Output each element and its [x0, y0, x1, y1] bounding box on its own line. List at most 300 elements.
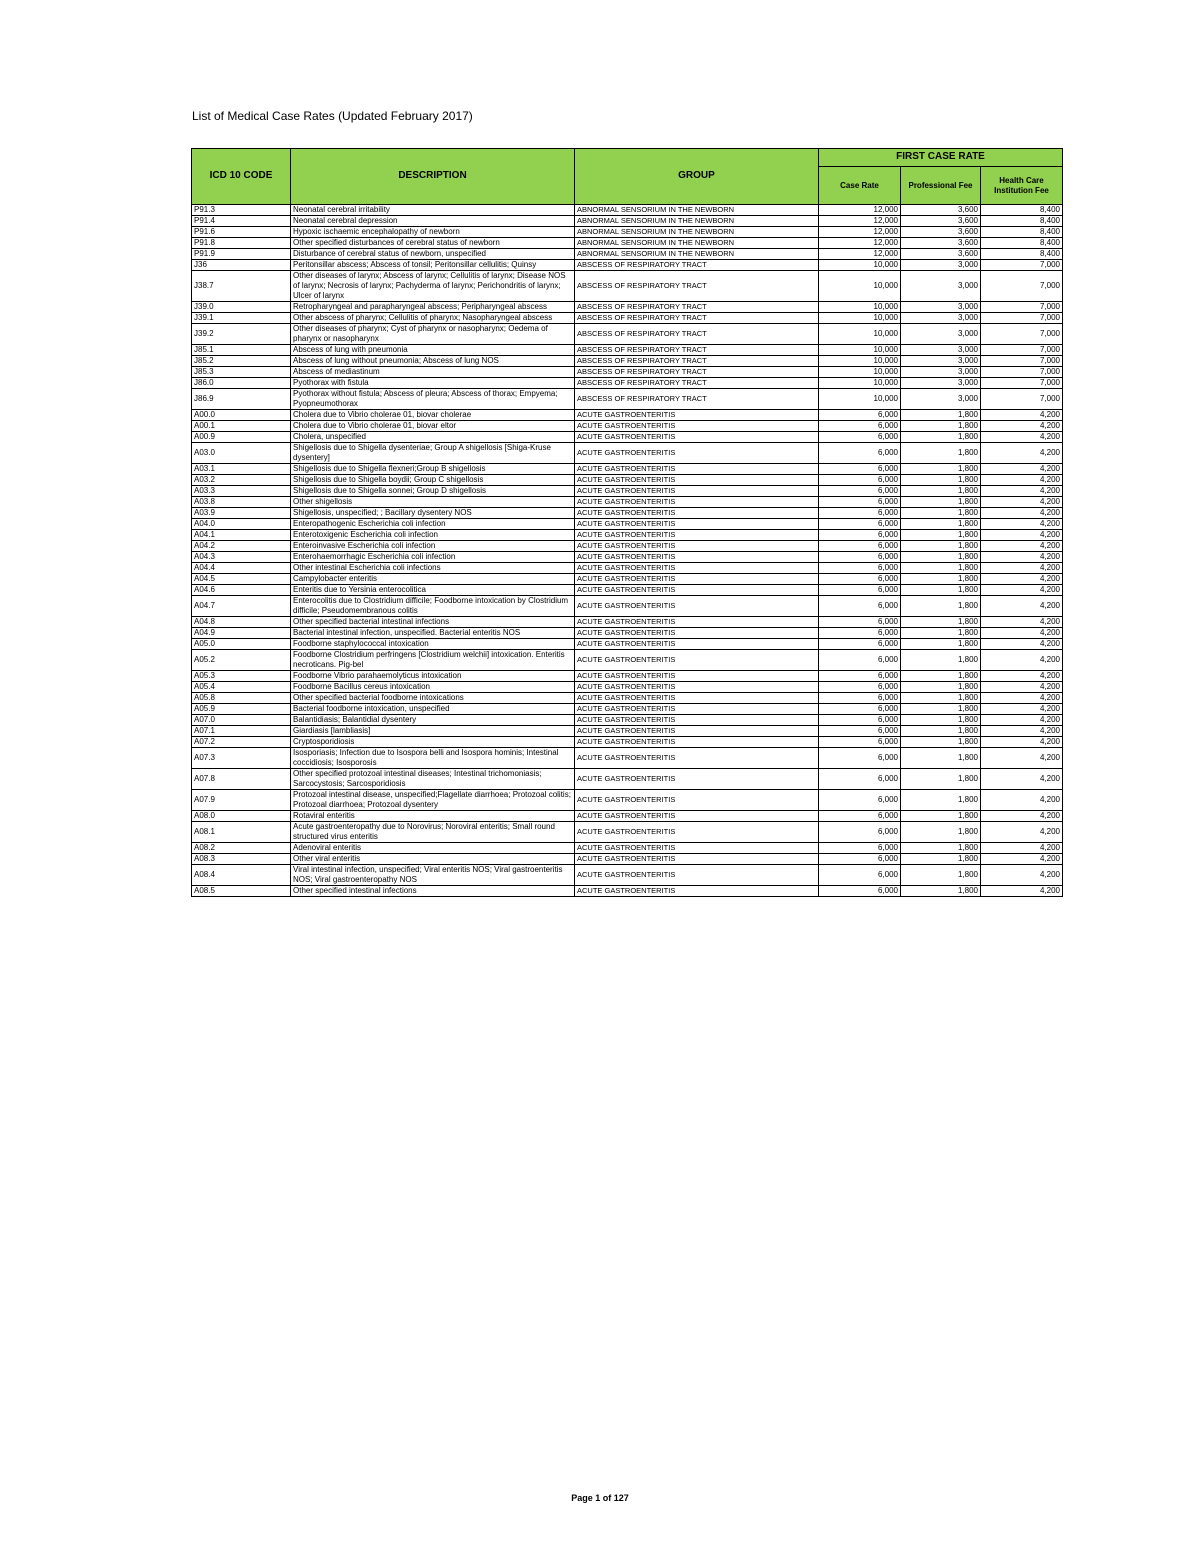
group-cell: ABSCESS OF RESPIRATORY TRACT: [575, 302, 819, 313]
hci-fee-cell: 8,400: [981, 227, 1063, 238]
icd-code-cell: A07.0: [192, 715, 291, 726]
case-rate-cell: 6,000: [819, 726, 901, 737]
case-rate-cell: 6,000: [819, 639, 901, 650]
hci-fee-cell: 4,200: [981, 464, 1063, 475]
description-cell: Other shigellosis: [291, 497, 575, 508]
case-rate-cell: 10,000: [819, 389, 901, 410]
description-cell: Foodborne Clostridium perfringens [Clostridium welchii] intoxication. Enteritis necroticans. Pig-bel: [291, 650, 575, 671]
group-cell: ACUTE GASTROENTERITIS: [575, 475, 819, 486]
hci-fee-cell: 4,200: [981, 552, 1063, 563]
description-cell: Other specified bacterial foodborne intoxications: [291, 693, 575, 704]
group-cell: ACUTE GASTROENTERITIS: [575, 464, 819, 475]
icd-code-cell: J86.0: [192, 378, 291, 389]
page-number: Page 1 of 127: [571, 1493, 629, 1503]
hci-fee-cell: 4,200: [981, 563, 1063, 574]
group-cell: ABNORMAL SENSORIUM IN THE NEWBORN: [575, 227, 819, 238]
icd-code-cell: A07.1: [192, 726, 291, 737]
table-row: [192, 410, 1063, 421]
icd-code-cell: A04.3: [192, 552, 291, 563]
professional-fee-cell: 3,600: [901, 227, 981, 238]
case-rate-cell: 6,000: [819, 541, 901, 552]
case-rate-cell: 6,000: [819, 421, 901, 432]
group-cell: ACUTE GASTROENTERITIS: [575, 541, 819, 552]
description-cell: Abscess of lung without pneumonia; Abscess of lung NOS: [291, 356, 575, 367]
hci-fee-cell: 4,200: [981, 704, 1063, 715]
professional-fee-cell: 3,000: [901, 378, 981, 389]
hci-fee-cell: 4,200: [981, 886, 1063, 897]
icd-code-cell: A07.9: [192, 790, 291, 811]
case-rate-cell: 10,000: [819, 367, 901, 378]
group-cell: ACUTE GASTROENTERITIS: [575, 704, 819, 715]
description-cell: Abscess of lung with pneumonia: [291, 345, 575, 356]
description-cell: Bacterial foodborne intoxication, unspecified: [291, 704, 575, 715]
professional-fee-cell: 1,800: [901, 475, 981, 486]
professional-fee-cell: 3,600: [901, 238, 981, 249]
case-rate-cell: 6,000: [819, 617, 901, 628]
table-row: [192, 628, 1063, 639]
table-row: [192, 260, 1063, 271]
group-cell: ACUTE GASTROENTERITIS: [575, 596, 819, 617]
hci-fee-cell: 4,200: [981, 541, 1063, 552]
description-cell: Other specified disturbances of cerebral status of newborn: [291, 238, 575, 249]
group-cell: ABSCESS OF RESPIRATORY TRACT: [575, 356, 819, 367]
table-row: [192, 378, 1063, 389]
group-cell: ACUTE GASTROENTERITIS: [575, 822, 819, 843]
icd-code-cell: A04.1: [192, 530, 291, 541]
table-row: [192, 432, 1063, 443]
professional-fee-cell: 1,800: [901, 811, 981, 822]
group-cell: ACUTE GASTROENTERITIS: [575, 432, 819, 443]
icd-code-cell: A03.3: [192, 486, 291, 497]
group-cell: ABSCESS OF RESPIRATORY TRACT: [575, 313, 819, 324]
professional-fee-cell: 1,800: [901, 432, 981, 443]
description-cell: Viral intestinal infection, unspecified; Viral enteritis NOS; Viral gastroenteritis NOS; Viral gastroenteropathy NOS: [291, 865, 575, 886]
group-cell: ABNORMAL SENSORIUM IN THE NEWBORN: [575, 238, 819, 249]
case-rate-cell: 6,000: [819, 508, 901, 519]
table-row: [192, 497, 1063, 508]
icd-code-cell: A00.0: [192, 410, 291, 421]
professional-fee-cell: 1,800: [901, 421, 981, 432]
icd-code-cell: A00.1: [192, 421, 291, 432]
icd-code-cell: J38.7: [192, 271, 291, 302]
group-cell: ACUTE GASTROENTERITIS: [575, 617, 819, 628]
hci-fee-cell: 7,000: [981, 324, 1063, 345]
case-rate-cell: 6,000: [819, 497, 901, 508]
description-cell: Other specified intestinal infections: [291, 886, 575, 897]
group-cell: ACUTE GASTROENTERITIS: [575, 671, 819, 682]
description-cell: Rotaviral enteritis: [291, 811, 575, 822]
hci-fee-cell: 8,400: [981, 205, 1063, 216]
description-cell: Giardiasis [lambliasis]: [291, 726, 575, 737]
table-row: [192, 617, 1063, 628]
professional-fee-cell: 1,800: [901, 650, 981, 671]
group-cell: ACUTE GASTROENTERITIS: [575, 769, 819, 790]
hci-fee-cell: 7,000: [981, 313, 1063, 324]
description-cell: Other diseases of pharynx; Cyst of pharynx or nasopharynx; Oedema of pharynx or nasopharynx: [291, 324, 575, 345]
description-cell: Cholera, unspecified: [291, 432, 575, 443]
table-row: [192, 886, 1063, 897]
professional-fee-cell: 1,800: [901, 865, 981, 886]
table-row: [192, 596, 1063, 617]
group-cell: ACUTE GASTROENTERITIS: [575, 421, 819, 432]
group-cell: ABSCESS OF RESPIRATORY TRACT: [575, 378, 819, 389]
description-cell: Neonatal cerebral irritability: [291, 205, 575, 216]
hci-fee-cell: 7,000: [981, 345, 1063, 356]
professional-fee-cell: 3,600: [901, 249, 981, 260]
hci-fee-cell: 7,000: [981, 378, 1063, 389]
icd-code-cell: A04.9: [192, 628, 291, 639]
group-cell: ABNORMAL SENSORIUM IN THE NEWBORN: [575, 249, 819, 260]
hci-fee-cell: 8,400: [981, 238, 1063, 249]
professional-fee-cell: 1,800: [901, 410, 981, 421]
hci-fee-cell: 4,200: [981, 530, 1063, 541]
hci-fee-cell: 4,200: [981, 432, 1063, 443]
header-group: GROUP: [575, 149, 819, 205]
professional-fee-cell: 3,000: [901, 271, 981, 302]
professional-fee-cell: 1,800: [901, 443, 981, 464]
case-rate-cell: 6,000: [819, 486, 901, 497]
header-case-rate: Case Rate: [819, 167, 901, 205]
case-rate-cell: 6,000: [819, 650, 901, 671]
icd-code-cell: A05.4: [192, 682, 291, 693]
table-row: [192, 345, 1063, 356]
description-cell: Bacterial intestinal infection, unspecified. Bacterial enteritis NOS: [291, 628, 575, 639]
professional-fee-cell: 1,800: [901, 617, 981, 628]
hci-fee-cell: 4,200: [981, 497, 1063, 508]
table-row: [192, 854, 1063, 865]
hci-fee-cell: 4,200: [981, 769, 1063, 790]
icd-code-cell: A05.8: [192, 693, 291, 704]
group-cell: ACUTE GASTROENTERITIS: [575, 585, 819, 596]
case-rate-cell: 6,000: [819, 552, 901, 563]
table-row: [192, 530, 1063, 541]
table-row: [192, 302, 1063, 313]
group-cell: ACUTE GASTROENTERITIS: [575, 508, 819, 519]
group-cell: ABSCESS OF RESPIRATORY TRACT: [575, 271, 819, 302]
professional-fee-cell: 1,800: [901, 704, 981, 715]
icd-code-cell: A08.3: [192, 854, 291, 865]
table-row: [192, 443, 1063, 464]
table-row: [192, 389, 1063, 410]
icd-code-cell: P91.9: [192, 249, 291, 260]
icd-code-cell: A04.8: [192, 617, 291, 628]
case-rate-cell: 6,000: [819, 585, 901, 596]
table-row: [192, 238, 1063, 249]
case-rate-cell: 6,000: [819, 443, 901, 464]
group-cell: ABSCESS OF RESPIRATORY TRACT: [575, 389, 819, 410]
table-row: [192, 790, 1063, 811]
table-row: [192, 475, 1063, 486]
header-hci-fee: Health Care Institution Fee: [981, 167, 1063, 205]
group-cell: ACUTE GASTROENTERITIS: [575, 726, 819, 737]
case-rate-cell: 6,000: [819, 596, 901, 617]
professional-fee-cell: 1,800: [901, 530, 981, 541]
table-row: [192, 216, 1063, 227]
case-rate-cell: 6,000: [819, 475, 901, 486]
icd-code-cell: A04.5: [192, 574, 291, 585]
table-row: [192, 769, 1063, 790]
group-cell: ACUTE GASTROENTERITIS: [575, 693, 819, 704]
case-rate-cell: 6,000: [819, 563, 901, 574]
icd-code-cell: A04.0: [192, 519, 291, 530]
table-row: [192, 574, 1063, 585]
hci-fee-cell: 7,000: [981, 271, 1063, 302]
case-rate-cell: 6,000: [819, 410, 901, 421]
description-cell: Other intestinal Escherichia coli infections: [291, 563, 575, 574]
case-rate-cell: 12,000: [819, 238, 901, 249]
hci-fee-cell: 4,200: [981, 421, 1063, 432]
case-rate-cell: 6,000: [819, 811, 901, 822]
group-cell: ABSCESS OF RESPIRATORY TRACT: [575, 367, 819, 378]
description-cell: Acute gastroenteropathy due to Norovirus; Noroviral enteritis; Small round structured virus enteritis: [291, 822, 575, 843]
description-cell: Shigellosis due to Shigella boydii; Group C shigellosis: [291, 475, 575, 486]
professional-fee-cell: 1,800: [901, 843, 981, 854]
table-row: [192, 811, 1063, 822]
description-cell: Adenoviral enteritis: [291, 843, 575, 854]
hci-fee-cell: 4,200: [981, 486, 1063, 497]
icd-code-cell: A04.7: [192, 596, 291, 617]
table-row: [192, 737, 1063, 748]
table-row: [192, 356, 1063, 367]
icd-code-cell: A07.8: [192, 769, 291, 790]
description-cell: Peritonsillar abscess; Abscess of tonsil; Peritonsillar cellulitis; Quinsy: [291, 260, 575, 271]
professional-fee-cell: 1,800: [901, 748, 981, 769]
group-cell: ACUTE GASTROENTERITIS: [575, 552, 819, 563]
hci-fee-cell: 4,200: [981, 508, 1063, 519]
hci-fee-cell: 4,200: [981, 865, 1063, 886]
case-rate-cell: 12,000: [819, 227, 901, 238]
professional-fee-cell: 1,800: [901, 628, 981, 639]
professional-fee-cell: 1,800: [901, 563, 981, 574]
group-cell: ABSCESS OF RESPIRATORY TRACT: [575, 260, 819, 271]
case-rate-cell: 6,000: [819, 715, 901, 726]
hci-fee-cell: 7,000: [981, 302, 1063, 313]
group-cell: ABNORMAL SENSORIUM IN THE NEWBORN: [575, 216, 819, 227]
group-cell: ACUTE GASTROENTERITIS: [575, 854, 819, 865]
description-cell: Cholera due to Vibrio cholerae 01, biovar cholerae: [291, 410, 575, 421]
professional-fee-cell: 1,800: [901, 552, 981, 563]
description-cell: Other abscess of pharynx; Cellulitis of pharynx; Nasopharyngeal abscess: [291, 313, 575, 324]
description-cell: Abscess of mediastinum: [291, 367, 575, 378]
professional-fee-cell: 3,000: [901, 345, 981, 356]
hci-fee-cell: 4,200: [981, 519, 1063, 530]
professional-fee-cell: 1,800: [901, 854, 981, 865]
description-cell: Enterohaemorrhagic Escherichia coli infection: [291, 552, 575, 563]
description-cell: Isosporiasis; Infection due to Isospora belli and Isospora hominis; Intestinal coccidiosis; Isosporosis: [291, 748, 575, 769]
icd-code-cell: A08.4: [192, 865, 291, 886]
group-cell: ACUTE GASTROENTERITIS: [575, 443, 819, 464]
table-row: [192, 249, 1063, 260]
icd-code-cell: J85.3: [192, 367, 291, 378]
professional-fee-cell: 1,800: [901, 886, 981, 897]
table-row: [192, 585, 1063, 596]
table-row: [192, 464, 1063, 475]
table-row: [192, 367, 1063, 378]
description-cell: Enterocolitis due to Clostridium difficile; Foodborne intoxication by Clostridium difficile; Pseudomembranous colitis: [291, 596, 575, 617]
icd-code-cell: A03.2: [192, 475, 291, 486]
professional-fee-cell: 1,800: [901, 790, 981, 811]
professional-fee-cell: 3,000: [901, 367, 981, 378]
professional-fee-cell: 1,800: [901, 726, 981, 737]
professional-fee-cell: 3,600: [901, 216, 981, 227]
icd-code-cell: A07.2: [192, 737, 291, 748]
hci-fee-cell: 4,200: [981, 822, 1063, 843]
group-cell: ACUTE GASTROENTERITIS: [575, 843, 819, 854]
description-cell: Other viral enteritis: [291, 854, 575, 865]
hci-fee-cell: 8,400: [981, 216, 1063, 227]
hci-fee-cell: 4,200: [981, 443, 1063, 464]
group-cell: ACUTE GASTROENTERITIS: [575, 530, 819, 541]
hci-fee-cell: 4,200: [981, 843, 1063, 854]
description-cell: Retropharyngeal and parapharyngeal abscess; Peripharyngeal abscess: [291, 302, 575, 313]
group-cell: ACUTE GASTROENTERITIS: [575, 486, 819, 497]
case-rate-cell: 6,000: [819, 671, 901, 682]
header-description: DESCRIPTION: [291, 149, 575, 205]
icd-code-cell: A04.4: [192, 563, 291, 574]
professional-fee-cell: 3,000: [901, 313, 981, 324]
table-body: [192, 205, 1063, 897]
professional-fee-cell: 3,000: [901, 260, 981, 271]
hci-fee-cell: 4,200: [981, 628, 1063, 639]
table-row: [192, 671, 1063, 682]
case-rate-cell: 12,000: [819, 249, 901, 260]
icd-code-cell: J39.1: [192, 313, 291, 324]
icd-code-cell: J36: [192, 260, 291, 271]
group-cell: ABNORMAL SENSORIUM IN THE NEWBORN: [575, 205, 819, 216]
hci-fee-cell: 4,200: [981, 682, 1063, 693]
case-rate-cell: 12,000: [819, 216, 901, 227]
hci-fee-cell: 4,200: [981, 693, 1063, 704]
icd-code-cell: A05.9: [192, 704, 291, 715]
hci-fee-cell: 7,000: [981, 367, 1063, 378]
professional-fee-cell: 1,800: [901, 596, 981, 617]
table-row: [192, 639, 1063, 650]
case-rate-cell: 10,000: [819, 378, 901, 389]
header-icd-code: ICD 10 CODE: [192, 149, 291, 205]
group-cell: ACUTE GASTROENTERITIS: [575, 639, 819, 650]
hci-fee-cell: 4,200: [981, 650, 1063, 671]
group-cell: ACUTE GASTROENTERITIS: [575, 748, 819, 769]
case-rate-cell: 6,000: [819, 530, 901, 541]
table-row: [192, 650, 1063, 671]
table-row: [192, 421, 1063, 432]
case-rate-cell: 10,000: [819, 313, 901, 324]
description-cell: Cholera due to Vibrio cholerae 01, biovar eltor: [291, 421, 575, 432]
table-row: [192, 227, 1063, 238]
icd-code-cell: J85.2: [192, 356, 291, 367]
group-cell: ACUTE GASTROENTERITIS: [575, 563, 819, 574]
professional-fee-cell: 1,800: [901, 541, 981, 552]
description-cell: Enterotoxigenic Escherichia coli infection: [291, 530, 575, 541]
table-row: [192, 552, 1063, 563]
hci-fee-cell: 7,000: [981, 356, 1063, 367]
case-rate-cell: 6,000: [819, 519, 901, 530]
case-rate-cell: 6,000: [819, 854, 901, 865]
description-cell: Pyothorax without fistula; Abscess of pleura; Abscess of thorax; Empyema; Pyopneumothorax: [291, 389, 575, 410]
professional-fee-cell: 3,000: [901, 302, 981, 313]
case-rate-cell: 6,000: [819, 843, 901, 854]
group-cell: ACUTE GASTROENTERITIS: [575, 574, 819, 585]
professional-fee-cell: 1,800: [901, 769, 981, 790]
group-cell: ACUTE GASTROENTERITIS: [575, 497, 819, 508]
description-cell: Disturbance of cerebral status of newborn, unspecified: [291, 249, 575, 260]
hci-fee-cell: 4,200: [981, 574, 1063, 585]
case-rate-cell: 10,000: [819, 345, 901, 356]
group-cell: ACUTE GASTROENTERITIS: [575, 886, 819, 897]
hci-fee-cell: 4,200: [981, 410, 1063, 421]
icd-code-cell: A03.1: [192, 464, 291, 475]
hci-fee-cell: 8,400: [981, 249, 1063, 260]
description-cell: Neonatal cerebral depression: [291, 216, 575, 227]
professional-fee-cell: 1,800: [901, 508, 981, 519]
table-row: [192, 541, 1063, 552]
icd-code-cell: A03.0: [192, 443, 291, 464]
icd-code-cell: A08.1: [192, 822, 291, 843]
hci-fee-cell: 4,200: [981, 854, 1063, 865]
group-cell: ACUTE GASTROENTERITIS: [575, 410, 819, 421]
case-rate-cell: 10,000: [819, 356, 901, 367]
icd-code-cell: J86.9: [192, 389, 291, 410]
case-rate-cell: 6,000: [819, 628, 901, 639]
case-rate-cell: 10,000: [819, 324, 901, 345]
case-rate-cell: 6,000: [819, 464, 901, 475]
professional-fee-cell: 1,800: [901, 715, 981, 726]
table-row: [192, 704, 1063, 715]
header-professional-fee: Professional Fee: [901, 167, 981, 205]
case-rate-cell: 6,000: [819, 865, 901, 886]
hci-fee-cell: 4,200: [981, 596, 1063, 617]
page-title: List of Medical Case Rates (Updated February 2017): [192, 109, 473, 123]
group-cell: ACUTE GASTROENTERITIS: [575, 737, 819, 748]
hci-fee-cell: 4,200: [981, 726, 1063, 737]
description-cell: Shigellosis due to Shigella dysenteriae; Group A shigellosis [Shiga-Kruse dysentery]: [291, 443, 575, 464]
icd-code-cell: A05.3: [192, 671, 291, 682]
table-row: [192, 519, 1063, 530]
table-row: [192, 313, 1063, 324]
hci-fee-cell: 4,200: [981, 639, 1063, 650]
case-rate-cell: 6,000: [819, 769, 901, 790]
description-cell: Enteritis due to Yersinia enterocolitica: [291, 585, 575, 596]
professional-fee-cell: 1,800: [901, 639, 981, 650]
hci-fee-cell: 4,200: [981, 737, 1063, 748]
hci-fee-cell: 4,200: [981, 475, 1063, 486]
case-rate-cell: 6,000: [819, 737, 901, 748]
group-cell: ABSCESS OF RESPIRATORY TRACT: [575, 345, 819, 356]
icd-code-cell: A08.0: [192, 811, 291, 822]
group-cell: ABSCESS OF RESPIRATORY TRACT: [575, 324, 819, 345]
table-row: [192, 271, 1063, 302]
case-rate-cell: 10,000: [819, 302, 901, 313]
icd-code-cell: J39.0: [192, 302, 291, 313]
group-cell: ACUTE GASTROENTERITIS: [575, 682, 819, 693]
description-cell: Enteropathogenic Escherichia coli infection: [291, 519, 575, 530]
group-cell: ACUTE GASTROENTERITIS: [575, 650, 819, 671]
professional-fee-cell: 1,800: [901, 693, 981, 704]
table-row: [192, 508, 1063, 519]
description-cell: Shigellosis due to Shigella flexneri;Group B shigellosis: [291, 464, 575, 475]
hci-fee-cell: 4,200: [981, 715, 1063, 726]
table-row: [192, 682, 1063, 693]
hci-fee-cell: 4,200: [981, 617, 1063, 628]
icd-code-cell: J39.2: [192, 324, 291, 345]
case-rate-cell: 10,000: [819, 271, 901, 302]
description-cell: Other specified bacterial intestinal infections: [291, 617, 575, 628]
professional-fee-cell: 1,800: [901, 737, 981, 748]
icd-code-cell: A07.3: [192, 748, 291, 769]
description-cell: Other diseases of larynx; Abscess of larynx; Cellulitis of larynx; Disease NOS of larynx; Necrosis of larynx; Pachyderma of larynx; Perichondritis of larynx; Ulcer of larynx: [291, 271, 575, 302]
header-first-case-rate: FIRST CASE RATE: [819, 149, 1063, 167]
description-cell: Shigellosis, unspecified; ; Bacillary dysentery NOS: [291, 508, 575, 519]
